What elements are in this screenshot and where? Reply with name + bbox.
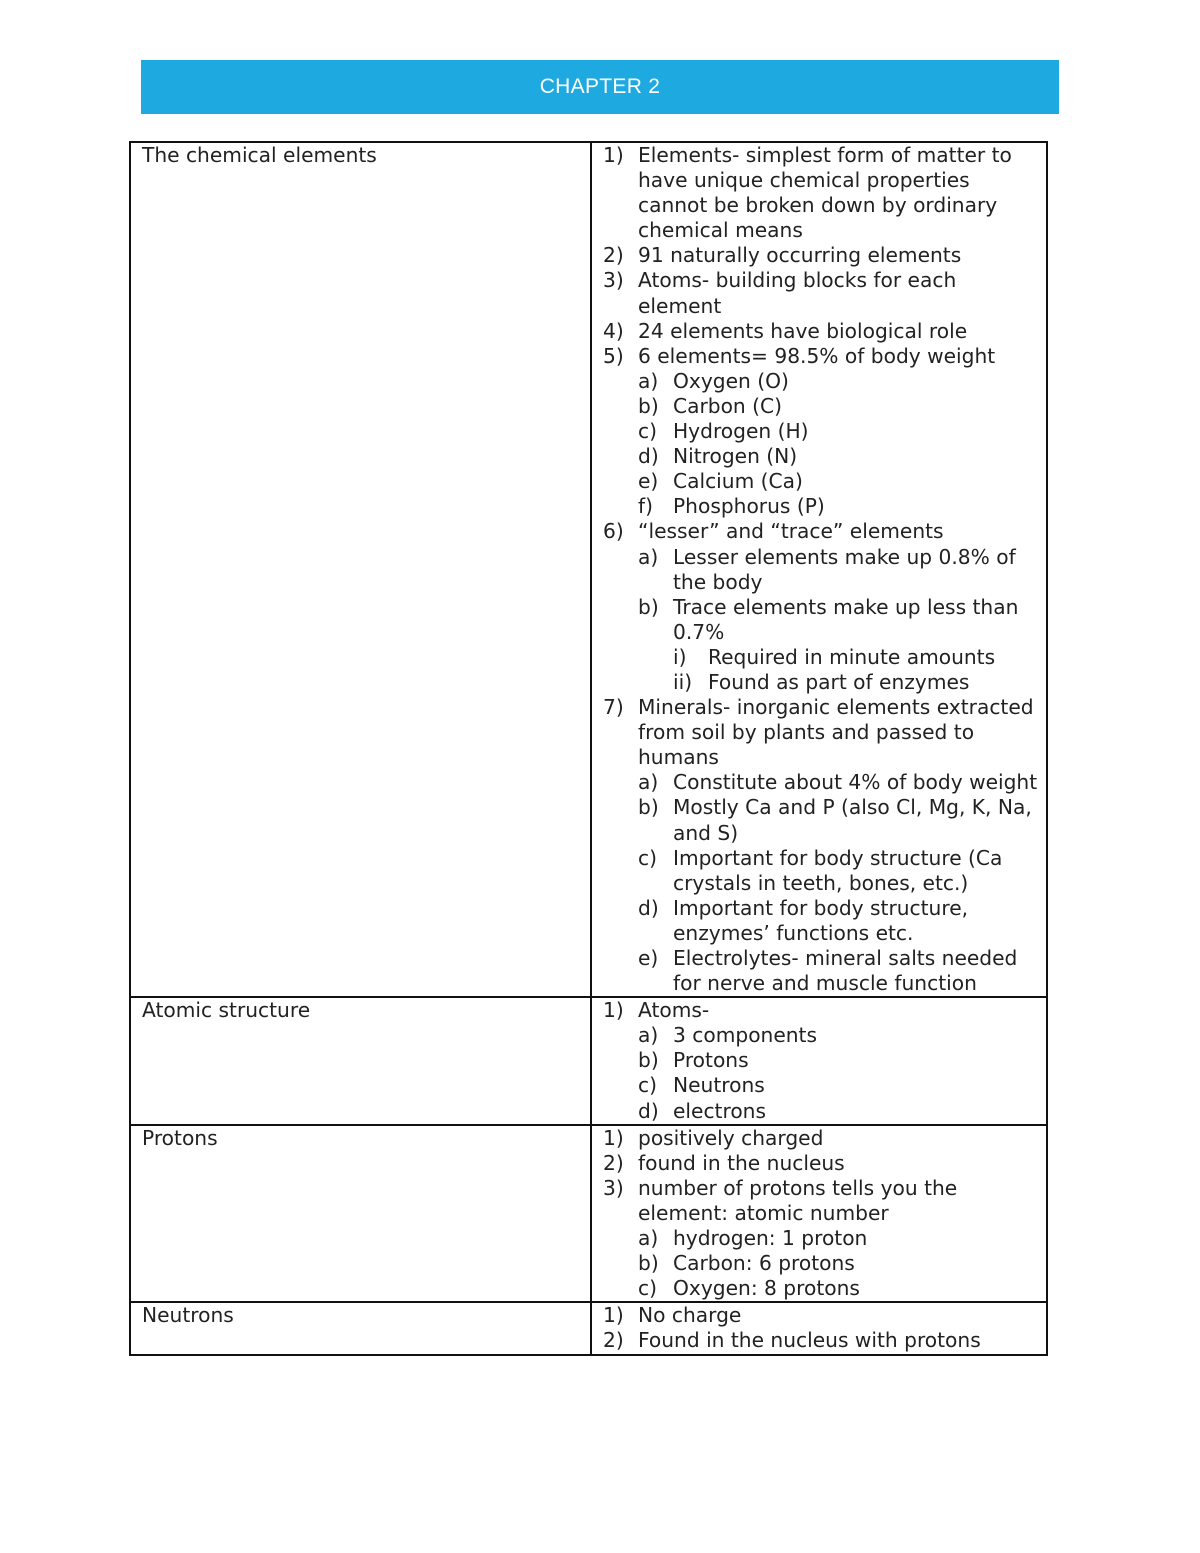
list-item <box>638 545 1038 595</box>
list-marker: 1) <box>603 1125 624 1150</box>
table-row <box>130 1302 1047 1354</box>
list-item <box>638 1276 1038 1301</box>
list-item <box>603 998 1038 1023</box>
list-item <box>603 268 1038 318</box>
list-marker: 7) <box>603 695 624 720</box>
detail-cell <box>591 997 1047 1124</box>
list-item <box>638 369 1038 394</box>
list-marker: 1) <box>603 1303 624 1328</box>
list-marker: a) <box>638 1226 659 1251</box>
list-item <box>638 469 1038 494</box>
list-marker: d) <box>638 444 659 469</box>
list-marker: 4) <box>603 318 624 343</box>
list-item <box>638 419 1038 444</box>
list-item <box>638 494 1038 519</box>
detail-cell <box>591 142 1047 997</box>
list-text: Mostly Ca and P (also Cl, Mg, K, Na, and S) <box>673 795 1032 845</box>
table-row <box>130 142 1047 997</box>
list-marker: 1) <box>603 998 624 1023</box>
list-marker: e) <box>638 946 659 970</box>
topic-cell <box>130 1302 591 1354</box>
list-text: Elements- simplest form of matter to have unique chemical properties cannot be broken down by ordinary chemical means <box>638 143 1012 243</box>
list-item <box>638 1099 1038 1124</box>
list-text: Important for body structure (Ca crystals in teeth, bones, etc.) <box>673 845 1003 895</box>
list-marker: b) <box>638 795 659 820</box>
list-text: hydrogen: 1 proton <box>673 1226 868 1251</box>
list-text: Oxygen (O) <box>673 368 789 393</box>
list-item <box>603 1303 1038 1328</box>
list-item <box>603 1126 1038 1151</box>
list-marker: a) <box>638 770 659 795</box>
list-item <box>603 344 1038 369</box>
list-marker: 1) <box>603 143 624 167</box>
list-item <box>638 846 1038 896</box>
list-marker: b) <box>638 1251 659 1276</box>
list-item <box>638 896 1038 946</box>
list-item <box>638 1048 1038 1073</box>
list-text: Important for body structure, enzymes’ functions etc. <box>673 895 969 945</box>
table-row <box>130 997 1047 1124</box>
list-item <box>673 645 1038 670</box>
list-item <box>638 444 1038 469</box>
list-item <box>638 1023 1038 1048</box>
list-item <box>638 1073 1038 1098</box>
list-marker: 6) <box>603 519 624 544</box>
list-text: Constitute about 4% of body weight <box>673 770 1038 795</box>
topic-label: Atomic structure <box>142 998 311 1023</box>
topic-label: The chemical elements <box>142 143 377 167</box>
list-text: Atoms- building blocks for each element <box>638 268 957 318</box>
list-text: Required in minute amounts <box>708 644 996 669</box>
list-item <box>638 795 1038 845</box>
list-text: 24 elements have biological role <box>638 318 968 343</box>
list-marker: c) <box>638 845 657 870</box>
detail-list <box>603 998 1038 1123</box>
list-text: Minerals- inorganic elements extracted from soil by plants and passed to humans <box>638 695 1034 770</box>
list-text: 3 components <box>673 1023 817 1048</box>
list-text: electrons <box>673 1098 766 1123</box>
detail-list <box>603 143 1038 996</box>
topic-cell <box>130 1125 591 1303</box>
list-marker: 3) <box>603 268 624 293</box>
list-text: Carbon (C) <box>673 393 782 418</box>
list-item <box>603 143 1038 243</box>
list-text: Calcium (Ca) <box>673 469 803 494</box>
list-marker: a) <box>638 1023 659 1048</box>
list-marker: d) <box>638 895 659 920</box>
detail-cell <box>591 1125 1047 1303</box>
notes-table <box>129 141 1048 1356</box>
detail-cell <box>591 1302 1047 1354</box>
list-text: 91 naturally occurring elements <box>638 243 962 268</box>
table-row <box>130 1125 1047 1303</box>
chapter-banner <box>141 60 1059 114</box>
list-item <box>638 1251 1038 1276</box>
list-item <box>603 1176 1038 1226</box>
list-item <box>673 670 1038 695</box>
list-marker: ii) <box>673 669 693 694</box>
list-marker: c) <box>638 1073 657 1098</box>
list-marker: a) <box>638 368 659 393</box>
list-text: Protons <box>673 1048 749 1073</box>
list-marker: 2) <box>603 243 624 268</box>
list-marker: c) <box>638 1276 657 1301</box>
list-marker: d) <box>638 1098 659 1123</box>
list-marker: c) <box>638 419 657 444</box>
list-text: “lesser” and “trace” elements <box>638 519 944 544</box>
list-text: Lesser elements make up 0.8% of the body <box>673 544 1016 594</box>
list-item <box>638 595 1038 645</box>
topic-label: Neutrons <box>142 1303 234 1328</box>
list-item <box>638 770 1038 795</box>
list-text: 6 elements= 98.5% of body weight <box>638 343 996 368</box>
list-marker: 3) <box>603 1175 624 1200</box>
list-marker: 2) <box>603 1150 624 1175</box>
list-item <box>603 243 1038 268</box>
list-text: found in the nucleus <box>638 1150 845 1175</box>
list-marker: b) <box>638 393 659 418</box>
list-marker: i) <box>673 644 687 669</box>
list-item <box>603 519 1038 544</box>
list-item <box>603 1328 1038 1353</box>
list-item <box>603 319 1038 344</box>
list-text: Electrolytes- mineral salts needed for nerve and muscle function <box>673 946 1018 996</box>
list-marker: 5) <box>603 343 624 368</box>
detail-list <box>603 1126 1038 1302</box>
topic-cell <box>130 142 591 997</box>
chapter-title: CHAPTER 2 <box>539 75 661 98</box>
list-text: positively charged <box>638 1125 824 1150</box>
list-marker: f) <box>638 494 653 519</box>
list-marker: 2) <box>603 1328 624 1353</box>
list-text: Carbon: 6 protons <box>673 1251 855 1276</box>
list-marker: a) <box>638 544 659 569</box>
list-item <box>603 695 1038 770</box>
list-item <box>603 1151 1038 1176</box>
list-text: No charge <box>638 1303 742 1328</box>
list-text: Nitrogen (N) <box>673 444 798 469</box>
list-text: Trace elements make up less than 0.7% <box>673 594 1019 644</box>
list-text: Neutrons <box>673 1073 765 1098</box>
list-text: Phosphorus (P) <box>673 494 825 519</box>
list-marker: e) <box>638 469 659 494</box>
list-item <box>638 946 1038 996</box>
list-text: number of protons tells you the element: atomic number <box>638 1175 958 1225</box>
list-item <box>638 1226 1038 1251</box>
list-item <box>638 394 1038 419</box>
list-marker: b) <box>638 594 659 619</box>
list-text: Oxygen: 8 protons <box>673 1276 860 1301</box>
list-text: Hydrogen (H) <box>673 419 809 444</box>
topic-cell <box>130 997 591 1124</box>
list-marker: b) <box>638 1048 659 1073</box>
list-text: Atoms- <box>638 998 710 1023</box>
list-text: Found in the nucleus with protons <box>638 1328 981 1353</box>
detail-list <box>603 1303 1038 1353</box>
list-text: Found as part of enzymes <box>708 669 970 694</box>
topic-label: Protons <box>142 1125 218 1150</box>
